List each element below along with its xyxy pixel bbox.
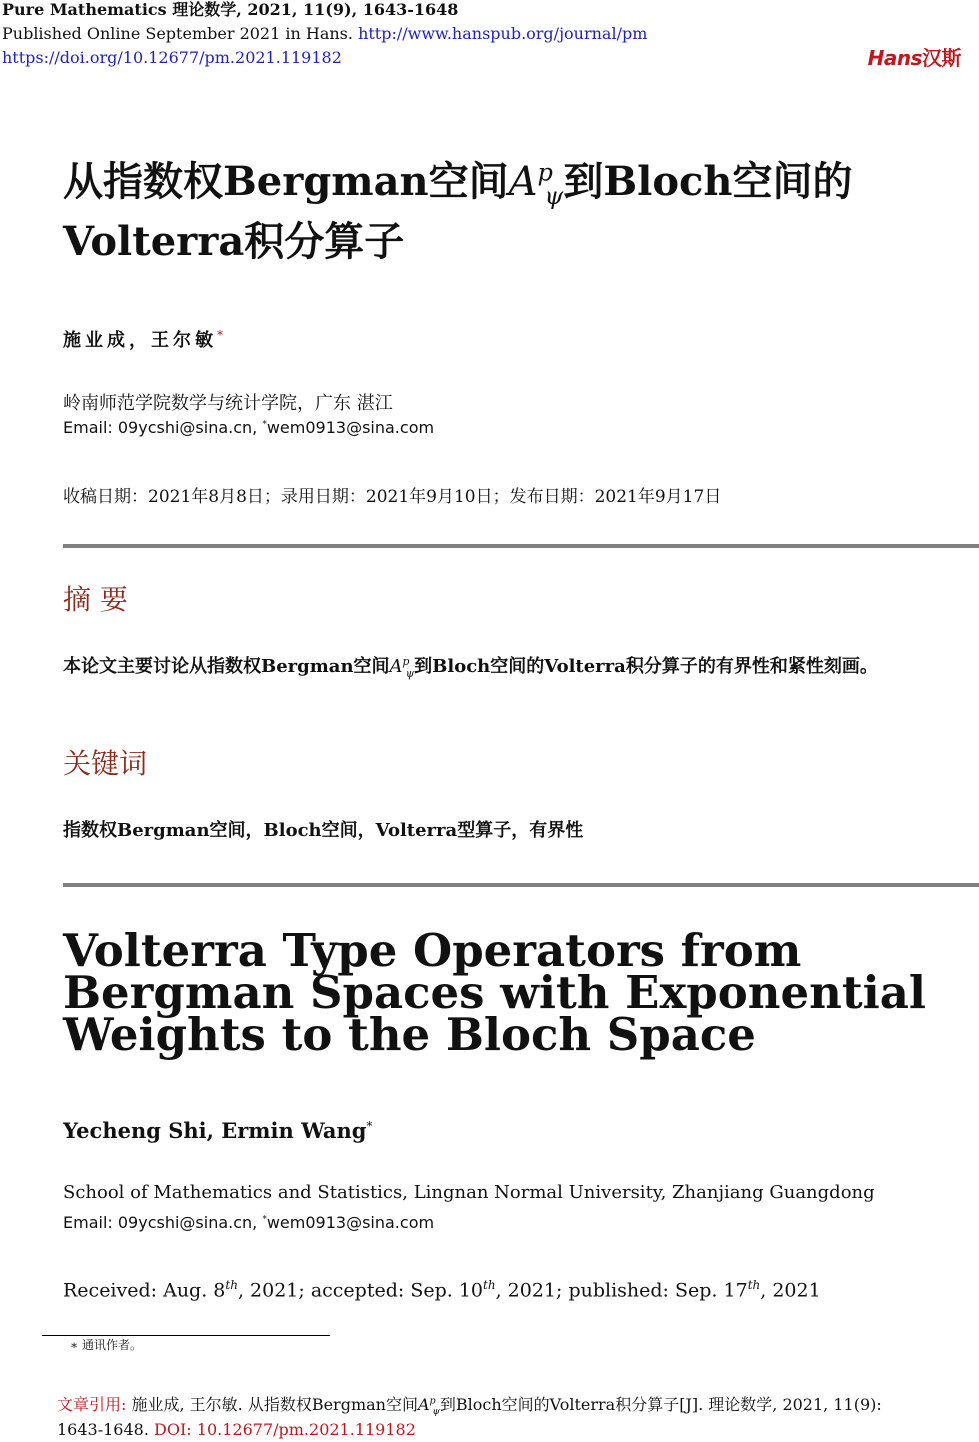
logo-latin: Hans (867, 46, 922, 70)
journal-header (2, 0, 458, 22)
title-cn-part2: 到Bloch空间的 (563, 158, 853, 205)
citation-line2: 1643-1648. (57, 1420, 149, 1439)
email-second: wem0913@sina.com (266, 1213, 435, 1232)
math-base: A (508, 159, 538, 205)
abstract-math (389, 655, 415, 680)
divider-bottom (63, 883, 979, 887)
authors-en (63, 1118, 372, 1143)
received-sup1: th (225, 1278, 238, 1292)
abstract-text (63, 651, 968, 682)
doi-line (2, 46, 342, 70)
received-part1: Received: Aug. 8 (63, 1279, 226, 1302)
published-text: Published Online September 2021 in Hans. (2, 24, 353, 43)
divider-top (63, 544, 979, 548)
doi-url-link[interactable]: https://doi.org/10.12677/pm.2021.119182 (2, 48, 342, 67)
affiliation-en: School of Mathematics and Statistics, Lingnan Normal University, Zhanjiang Guangdong (63, 1182, 875, 1203)
authors-cn-names: 施业成，王尔敏 (63, 330, 217, 351)
email-prefix: Email: 09ycshi@sina.cn, (63, 418, 263, 437)
english-title: Volterra Type Operators from Bergman Spaces with Exponential Weights to the Bloch Space (63, 924, 926, 1061)
math-sup: p (537, 158, 553, 187)
citation (57, 1392, 957, 1442)
email-second: wem0913@sina.com (266, 418, 435, 437)
citation-text2: 到Bloch空间的Volterra积分算子[J]. 理论数学, 2021, 11(9): (439, 1395, 882, 1414)
email-prefix: Email: 09ycshi@sina.cn, (63, 1213, 263, 1232)
abstract-heading: 摘 要 (63, 583, 128, 616)
email-star: * (262, 1214, 267, 1225)
email-star: * (262, 419, 267, 430)
publication-line (2, 22, 647, 46)
logo-cn: 汉斯 (922, 46, 961, 70)
math-sub: ψ (405, 666, 415, 680)
chinese-title (63, 152, 943, 272)
journal-name: Pure Mathematics 理论数学, 2021, 11(9), 1643-1648 (2, 0, 459, 19)
author-en-star: * (366, 1119, 373, 1133)
math-sub: ψ (432, 1406, 440, 1418)
received-dates (63, 1278, 821, 1301)
email-en (63, 1213, 434, 1232)
math-sub: ψ (544, 182, 564, 210)
math-base: A (417, 1395, 430, 1414)
footnote: ∗ 通讯作者。 (70, 1338, 142, 1352)
email-cn (63, 418, 434, 437)
authors-en-names: Yecheng Shi, Ermin Wang (63, 1118, 367, 1143)
hans-logo (868, 42, 961, 71)
received-sup3: th (747, 1278, 761, 1292)
citation-label: 文章引用: (57, 1395, 132, 1414)
received-sup2: th (483, 1278, 496, 1292)
dates-cn: 收稿日期：2021年8月8日；录用日期：2021年9月10日；发布日期：2021年9月17日 (63, 487, 722, 507)
citation-text1: 施业成, 王尔敏. 从指数权Bergman空间 (131, 1395, 418, 1414)
title-cn-part1: 从指数权Bergman空间 (63, 158, 509, 205)
title-cn-line2: Volterra积分算子 (63, 218, 405, 265)
abstract-text2: 到Bloch空间的Volterra积分算子的有界性和紧性刻画。 (414, 656, 878, 677)
citation-math (417, 1395, 440, 1418)
authors-cn (63, 326, 223, 352)
received-part3: , 2021; published: Sep. 17 (495, 1279, 748, 1302)
received-part2: , 2021; accepted: Sep. 10 (237, 1279, 484, 1302)
math-base: A (389, 656, 403, 677)
affiliation-cn: 岭南师范学院数学与统计学院，广东 湛江 (63, 393, 393, 414)
journal-url-link[interactable]: http://www.hanspub.org/journal/pm (358, 24, 648, 43)
math-sup: p (402, 655, 410, 668)
math-sup: p (429, 1395, 436, 1407)
citation-doi-link[interactable]: DOI: 10.12677/pm.2021.119182 (154, 1420, 416, 1439)
keywords-heading: 关键词 (63, 747, 148, 780)
keywords-text: 指数权Bergman空间，Bloch空间，Volterra型算子，有界性 (63, 820, 584, 841)
received-part4: , 2021 (760, 1279, 821, 1302)
title-cn-math (508, 158, 564, 210)
author-star: * (217, 328, 223, 342)
abstract-text1: 本论文主要讨论从指数权Bergman空间 (63, 656, 390, 677)
